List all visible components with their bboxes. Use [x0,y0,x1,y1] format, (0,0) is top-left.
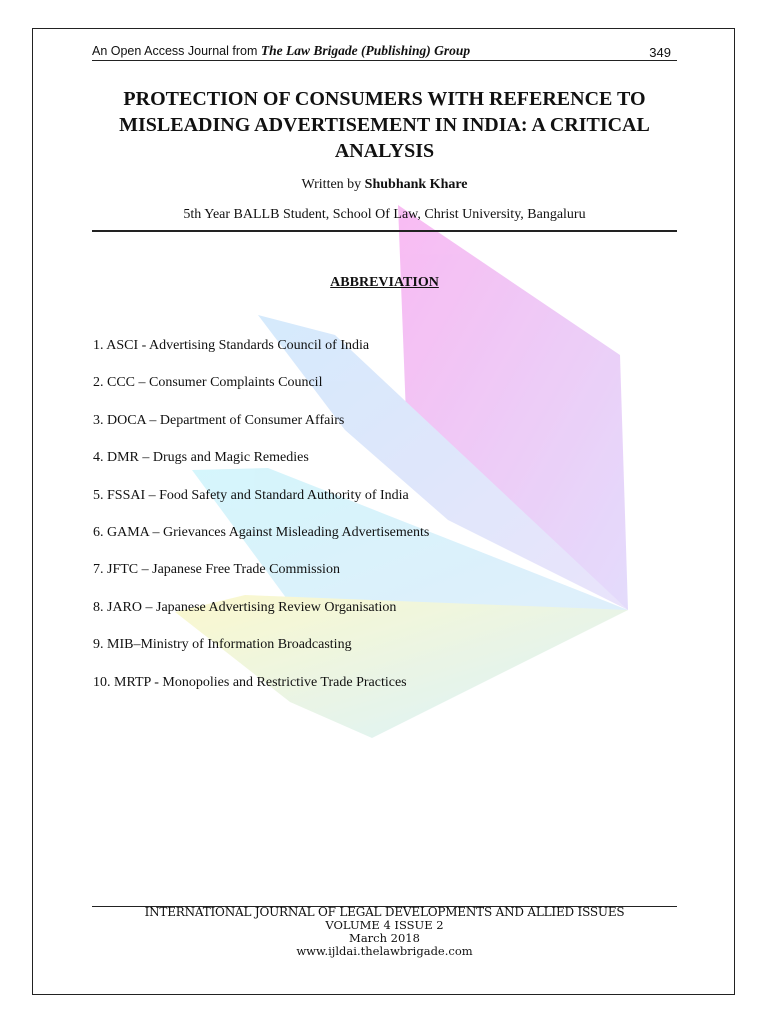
footer-date: March 2018 [349,931,420,945]
list-item: 7. JFTC – Japanese Free Trade Commission [93,562,340,578]
list-item: 10. MRTP - Monopolies and Restrictive Trade Practices [93,674,407,690]
header-text [92,43,470,59]
byline-prefix: Written by [301,177,362,192]
footer-website: www.ijldai.thelawbrigade.com [296,944,473,958]
list-item: 5. FSSAI – Food Safety and Standard Authority of India [93,487,409,503]
list-item: 2. CCC – Consumer Complaints Council [93,375,323,391]
list-item: 3. DOCA – Department of Consumer Affairs [93,412,345,428]
abbreviation-list [93,338,429,712]
author-name: Shubhank Khare [364,177,468,192]
list-item: 9. MIB–Ministry of Information Broadcasting [93,637,352,653]
footer-volume: VOLUME 4 ISSUE 2 [325,918,444,932]
article-title: PROTECTION OF CONSUMERS WITH REFERENCE TO MISLEADING ADVERTISEMENT IN INDIA: A CRITICAL ANALYSIS [119,88,650,162]
running-header [92,42,677,61]
list-item: 6. GAMA – Grievances Against Misleading Advertisements [93,524,430,540]
author-affiliation: 5th Year BALLB Student, School Of Law, Christ University, Bangaluru [183,207,586,222]
list-item: 4. DMR – Drugs and Magic Remedies [93,450,309,466]
list-item: 1. ASCI - Advertising Standards Council of India [93,338,370,353]
list-item: 8. JARO – Japanese Advertising Review Organisation [93,599,397,615]
byline [92,177,677,193]
header-publisher: The Law Brigade (Publishing) Group [260,43,471,58]
header-prefix: An Open Access Journal from [92,44,258,58]
title-divider [92,230,677,232]
running-footer [92,906,677,958]
abbreviation-heading: ABBREVIATION [330,275,439,290]
page-number: 349 [649,45,671,60]
footer-journal: INTERNATIONAL JOURNAL OF LEGAL DEVELOPMENTS AND ALLIED ISSUES [144,905,625,919]
